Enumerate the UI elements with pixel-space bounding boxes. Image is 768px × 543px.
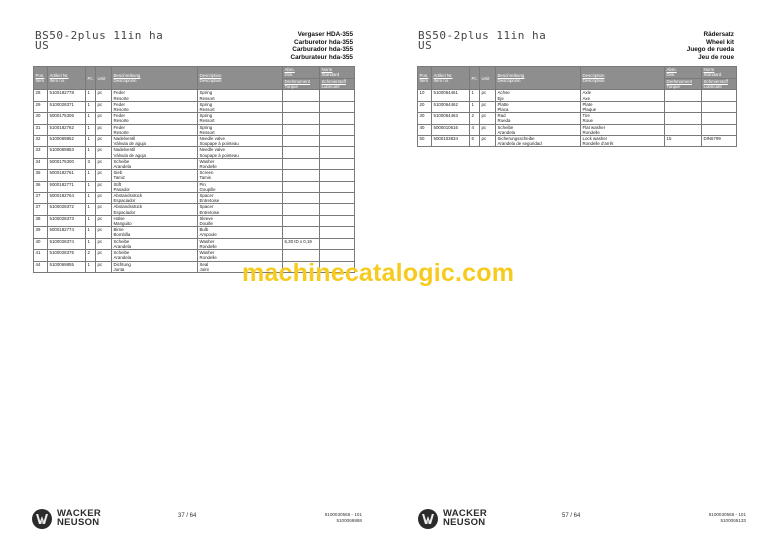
description-en-fr-cell: Pin Goupille — [198, 181, 283, 192]
col-unit: Unit — [96, 67, 112, 90]
quantity-cell: 6 — [470, 136, 480, 147]
description-en-fr-cell: Tire Roue — [581, 113, 665, 124]
norm-cell — [702, 90, 737, 101]
col-torque: Drehmoment Torque — [283, 79, 320, 90]
description-de-es-cell: Rad Rueda — [496, 113, 581, 124]
table-row — [418, 136, 737, 147]
unit-cell: pc — [96, 124, 112, 135]
description-de-es-cell: Feder Resorte — [112, 113, 198, 124]
table-row — [34, 215, 355, 226]
page-number: 37 / 64 — [178, 513, 197, 519]
description-en-fr-cell: Plate Plaque — [581, 101, 665, 112]
table-row — [34, 147, 355, 158]
quantity-cell: 1 — [86, 204, 96, 215]
description-en-fr-cell: Lock washer Rondelle d'arrêt — [581, 136, 665, 147]
dimension-cell — [665, 113, 702, 124]
col-article: Artikel Nr. Item no. — [48, 67, 86, 90]
wacker-neuson-logo: WACKER NEUSON — [418, 509, 487, 529]
quantity-cell: 2 — [86, 250, 96, 261]
unit-cell: pc — [96, 181, 112, 192]
col-description: Description Description — [198, 67, 283, 90]
table-row — [34, 204, 355, 215]
pos-cell: 38 — [34, 215, 48, 226]
dimension-cell — [283, 124, 320, 135]
description-en-fr-cell: Spring Ressort — [198, 113, 283, 124]
quantity-cell: 4 — [470, 124, 480, 135]
wacker-neuson-logo-icon — [418, 509, 438, 529]
description-de-es-cell: Hülse Manguito — [112, 215, 198, 226]
description-en-fr-cell: Spring Ressort — [198, 101, 283, 112]
quantity-cell: 1 — [86, 113, 96, 124]
parts-table-body — [418, 90, 737, 147]
description-en-fr-cell: Spring Ressort — [198, 90, 283, 101]
unit-cell: pc — [480, 124, 496, 135]
page-footer — [0, 506, 384, 536]
norm-cell — [320, 170, 355, 181]
article-number-cell: 5100182762 — [48, 124, 86, 135]
description-de-es-cell: Platte Placa — [496, 101, 581, 112]
table-row — [34, 158, 355, 169]
article-number-cell: 5000103834 — [432, 136, 470, 147]
description-en-fr-cell: Axle Axe — [581, 90, 665, 101]
description-de-es-cell: Nadelventil Válvula de aguja — [112, 136, 198, 147]
description-de-es-cell: Achse Eje — [496, 90, 581, 101]
pos-cell: 40 — [34, 238, 48, 249]
dimension-cell — [283, 170, 320, 181]
unit-cell: pc — [96, 90, 112, 101]
unit-cell: pc — [96, 193, 112, 204]
page-footer — [384, 506, 768, 536]
norm-cell — [320, 101, 355, 112]
pos-cell: 35 — [34, 170, 48, 181]
norm-cell — [320, 158, 355, 169]
description-de-es-cell: Scheibe Arandela — [112, 250, 198, 261]
dimension-cell — [665, 124, 702, 135]
article-number-cell: 5000175300 — [48, 158, 86, 169]
table-row — [34, 227, 355, 238]
description-en-fr-cell: Screen Tamis — [198, 170, 283, 181]
pos-cell: 28 — [34, 90, 48, 101]
dimension-cell: 15 — [665, 136, 702, 147]
dimension-cell — [665, 90, 702, 101]
parts-table — [417, 66, 737, 147]
unit-cell: pc — [96, 215, 112, 226]
norm-cell — [320, 136, 355, 147]
article-number-cell: 5100182778 — [48, 90, 86, 101]
article-number-cell: 5100064462 — [432, 101, 470, 112]
description-en-fr-cell: Washer Rondelle — [198, 238, 283, 249]
table-row — [34, 238, 355, 249]
table-row — [34, 90, 355, 101]
col-description: Description Description — [581, 67, 665, 90]
norm-cell — [320, 193, 355, 204]
table-row — [34, 113, 355, 124]
description-en-fr-cell: Washer Rondelle — [198, 250, 283, 261]
unit-cell: pc — [480, 113, 496, 124]
table-row — [34, 181, 355, 192]
model-title: BS50-2plus 11in ha US — [418, 29, 547, 52]
pos-cell: 30 — [34, 113, 48, 124]
description-de-es-cell: Stift Pasador — [112, 181, 198, 192]
quantity-cell: 3 — [86, 158, 96, 169]
pos-cell: 34 — [34, 158, 48, 169]
article-number-cell: 5100069855 — [48, 261, 86, 272]
table-row — [34, 170, 355, 181]
model-title: BS50-2plus 11in ha US — [35, 29, 164, 52]
quantity-cell: 1 — [86, 193, 96, 204]
pos-cell: 20 — [418, 101, 432, 112]
quantity-cell: 1 — [86, 181, 96, 192]
article-number-cell: 5000010616 — [432, 124, 470, 135]
norm-cell — [320, 113, 355, 124]
description-en-fr-cell: Spring Ressort — [198, 124, 283, 135]
article-number-cell: 5000182764 — [48, 193, 86, 204]
pos-cell: 50 — [418, 136, 432, 147]
quantity-cell: 1 — [470, 90, 480, 101]
col-dim: Abm. Dim. — [283, 67, 320, 79]
pos-cell: 39 — [34, 227, 48, 238]
pos-cell: 32 — [34, 136, 48, 147]
description-de-es-cell: Scheibe Arandela — [496, 124, 581, 135]
pos-cell: 33 — [34, 147, 48, 158]
dimension-cell — [283, 101, 320, 112]
pos-cell: 36 — [34, 181, 48, 192]
norm-cell — [702, 113, 737, 124]
unit-cell: pc — [96, 238, 112, 249]
pos-cell: 29 — [34, 101, 48, 112]
pos-cell: 37 — [34, 193, 48, 204]
dimension-cell — [283, 136, 320, 147]
col-norm: Norm Standard — [320, 67, 355, 79]
description-de-es-cell: Feder Resorte — [112, 124, 198, 135]
norm-cell — [320, 124, 355, 135]
col-lubricant: Schmierstoff Lubricant — [702, 79, 737, 90]
col-unit: Unit — [480, 67, 496, 90]
dimension-cell — [283, 181, 320, 192]
dimension-cell — [283, 90, 320, 101]
unit-cell: pc — [96, 170, 112, 181]
description-de-es-cell: Birne Bombilla — [112, 227, 198, 238]
description-de-es-cell: Dichtung Junta — [112, 261, 198, 272]
table-row — [34, 136, 355, 147]
col-pos: Pos. Item — [418, 67, 432, 90]
unit-cell: pc — [96, 101, 112, 112]
page-header — [35, 31, 353, 61]
section-title: Vergaser HDA-355 Carburetor hda-355 Carburador hda-355 Carburateur hda-355 — [290, 31, 353, 61]
table-row — [418, 113, 737, 124]
description-de-es-cell: Sicherungsscheibe Arandela de seguridad — [496, 136, 581, 147]
quantity-cell: 1 — [86, 101, 96, 112]
pos-cell: 31 — [34, 124, 48, 135]
dimension-cell — [283, 227, 320, 238]
norm-cell — [320, 181, 355, 192]
page-header — [418, 31, 734, 61]
description-de-es-cell: Nadelventil Válvula de aguja — [112, 147, 198, 158]
dimension-cell — [665, 101, 702, 112]
col-lubricant: Schmierstoff Lubricant — [320, 79, 355, 90]
col-article: Artikel Nr. Item no. — [432, 67, 470, 90]
unit-cell: pc — [480, 136, 496, 147]
col-qty: Pc. — [470, 67, 480, 90]
norm-cell — [320, 204, 355, 215]
dimension-cell — [283, 193, 320, 204]
unit-cell: pc — [480, 90, 496, 101]
quantity-cell: 1 — [86, 90, 96, 101]
unit-cell: pc — [96, 136, 112, 147]
description-de-es-cell: Abstandsstück Espaciador — [112, 204, 198, 215]
article-number-cell: 5100028372 — [48, 204, 86, 215]
article-number-cell: 5100069853 — [48, 147, 86, 158]
dimension-cell — [283, 113, 320, 124]
article-number-cell: 5000182771 — [48, 181, 86, 192]
unit-cell: pc — [96, 261, 112, 272]
quantity-cell: 1 — [470, 101, 480, 112]
unit-cell: pc — [96, 227, 112, 238]
quantity-cell: 1 — [86, 124, 96, 135]
quantity-cell: 1 — [86, 238, 96, 249]
description-en-fr-cell: Sleeve Douille — [198, 215, 283, 226]
description-en-fr-cell: Bulb Ampoule — [198, 227, 283, 238]
description-en-fr-cell: Spacer Entretoise — [198, 193, 283, 204]
dimension-cell — [283, 147, 320, 158]
pos-cell: 44 — [34, 261, 48, 272]
norm-cell: DIN6799 — [702, 136, 737, 147]
parts-table — [33, 66, 355, 273]
dimension-cell: 6,30 ID x 0,19 — [283, 238, 320, 249]
col-dim: Abm. Dim. — [665, 67, 702, 79]
quantity-cell: 1 — [86, 136, 96, 147]
quantity-cell: 2 — [470, 113, 480, 124]
description-en-fr-cell: Washer Rondelle — [198, 158, 283, 169]
unit-cell: pc — [96, 250, 112, 261]
col-torque: Drehmoment Torque — [665, 79, 702, 90]
quantity-cell: 1 — [86, 261, 96, 272]
description-en-fr-cell: Flat washer Rondelle — [581, 124, 665, 135]
unit-cell: pc — [96, 113, 112, 124]
unit-cell: pc — [96, 147, 112, 158]
dimension-cell — [283, 215, 320, 226]
col-norm: Norm Standard — [702, 67, 737, 79]
description-en-fr-cell: Seal Joint — [198, 261, 283, 272]
article-number-cell: 5100028375 — [48, 250, 86, 261]
pos-cell: 30 — [418, 113, 432, 124]
article-number-cell: 5000182761 — [48, 170, 86, 181]
norm-cell — [320, 215, 355, 226]
article-number-cell: 5100069852 — [48, 136, 86, 147]
article-number-cell: 5100064461 — [432, 90, 470, 101]
norm-cell — [320, 227, 355, 238]
description-en-fr-cell: Needle valve Soupape à pointeau — [198, 147, 283, 158]
table-row — [418, 124, 737, 135]
unit-cell: pc — [96, 158, 112, 169]
description-de-es-cell: Feder Resorte — [112, 90, 198, 101]
quantity-cell: 1 — [86, 147, 96, 158]
quantity-cell: 1 — [86, 227, 96, 238]
description-en-fr-cell: Spacer Entretoise — [198, 204, 283, 215]
description-de-es-cell: Feder Resorte — [112, 101, 198, 112]
parts-table-body — [34, 90, 355, 273]
table-row — [418, 101, 737, 112]
norm-cell — [320, 90, 355, 101]
norm-cell — [702, 124, 737, 135]
article-number-cell: 5100028373 — [48, 215, 86, 226]
table-row — [34, 124, 355, 135]
pos-cell: 10 — [418, 90, 432, 101]
article-number-cell: 5000175306 — [48, 113, 86, 124]
wacker-neuson-logo-icon — [32, 509, 52, 529]
col-qty: Pc. — [86, 67, 96, 90]
pos-cell: 40 — [418, 124, 432, 135]
dimension-cell — [283, 204, 320, 215]
document-number: 5100030565 - 101 5100069868 — [324, 512, 362, 523]
pos-cell: 37 — [34, 204, 48, 215]
quantity-cell: 1 — [86, 215, 96, 226]
norm-cell — [702, 101, 737, 112]
dimension-cell — [283, 158, 320, 169]
document-number: 5100030565 - 101 5100065133 — [708, 512, 746, 523]
pos-cell: 41 — [34, 250, 48, 261]
article-number-cell: 5100028374 — [48, 238, 86, 249]
article-number-cell: 5000182774 — [48, 227, 86, 238]
wacker-neuson-logo: WACKER NEUSON — [32, 509, 101, 529]
description-de-es-cell: Scheibe Arandela — [112, 158, 198, 169]
article-number-cell: 5100028371 — [48, 101, 86, 112]
description-de-es-cell: Abstandsstück Espaciador — [112, 193, 198, 204]
table-row — [34, 101, 355, 112]
norm-cell — [320, 238, 355, 249]
unit-cell: pc — [96, 204, 112, 215]
description-en-fr-cell: Needle valve Soupape à pointeau — [198, 136, 283, 147]
table-row — [418, 90, 737, 101]
article-number-cell: 5100064463 — [432, 113, 470, 124]
section-title: Rädersatz Wheel kit Juego de rueda Jeu de roue — [686, 31, 734, 61]
unit-cell: pc — [480, 101, 496, 112]
description-de-es-cell: Sieb Tamiz — [112, 170, 198, 181]
col-beschreibung: Beschreibung Descripción — [496, 67, 581, 90]
watermark: machinecatalogic.com — [242, 259, 515, 287]
norm-cell — [320, 147, 355, 158]
page-number: 57 / 64 — [562, 513, 581, 519]
col-beschreibung: Beschreibung Descripción — [112, 67, 198, 90]
quantity-cell: 1 — [86, 170, 96, 181]
table-row — [34, 193, 355, 204]
description-de-es-cell: Scheibe Arandela — [112, 238, 198, 249]
col-pos: Pos. Item — [34, 67, 48, 90]
